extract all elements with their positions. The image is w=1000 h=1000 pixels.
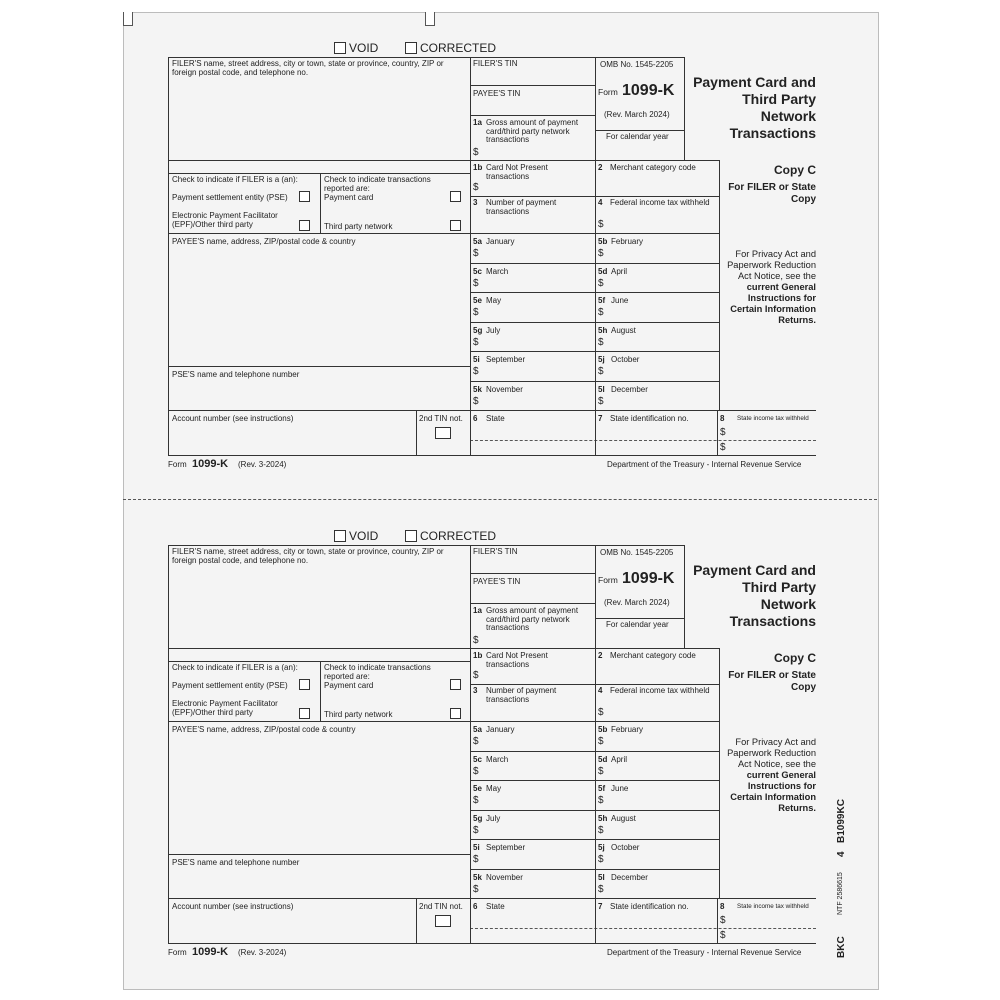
third-party-checkbox[interactable] <box>450 708 461 719</box>
side-quantity: 4 <box>836 851 847 857</box>
box-4-dollar: $ <box>598 707 604 718</box>
box-5l-num: 5l <box>598 873 605 882</box>
box-5a-dollar: $ <box>473 248 479 259</box>
footer-dept: Department of the Treasury - Internal Revenue Service <box>607 460 802 469</box>
box-5l-label: December <box>611 385 648 394</box>
box-5h-label: August <box>611 326 636 335</box>
box-1b-dollar: $ <box>473 182 479 193</box>
box-5i-dollar: $ <box>473 366 479 377</box>
epf-checkbox[interactable] <box>299 220 310 231</box>
filer-tin-label: FILER'S TIN <box>473 59 518 68</box>
box-5f-dollar: $ <box>598 307 604 318</box>
box-5e-dollar: $ <box>473 795 479 806</box>
box-4-num: 4 <box>598 198 603 207</box>
box-5c-num: 5c <box>473 755 482 764</box>
box-3-label: Number of payment transactions <box>486 686 557 704</box>
privacy-notice-bold: current General Instructions for Certain Information Returns. <box>730 282 816 325</box>
privacy-notice-bold: current General Instructions for Certain Information Returns. <box>730 770 816 813</box>
footer-form-number: 1099-K <box>192 458 229 470</box>
box-1b-dollar: $ <box>473 670 479 681</box>
box-5k-dollar: $ <box>473 396 479 407</box>
box-1a-dollar: $ <box>473 147 479 158</box>
copy-label: Copy C <box>774 163 816 177</box>
box-6-num: 6 <box>473 902 478 911</box>
box-5k-dollar: $ <box>473 884 479 895</box>
copy-label: Copy C <box>774 651 816 665</box>
box-7-num: 7 <box>598 414 603 423</box>
omb-number: OMB No. 1545-2205 <box>600 548 674 557</box>
reported-label: Check to indicate transactions reported are: <box>324 175 431 193</box>
footer-form-label: Form <box>168 460 187 469</box>
void-label: VOID <box>349 41 379 55</box>
box-8-dollar-2: $ <box>720 442 726 453</box>
box-5i-num: 5i <box>473 843 480 852</box>
box-5g-num: 5g <box>473 326 483 335</box>
box-1a-dollar: $ <box>473 635 479 646</box>
box-5h-label: August <box>611 814 636 823</box>
form-number: 1099-K <box>622 82 675 99</box>
box-1a-label: Gross amount of payment card/third party network transactions <box>486 606 579 633</box>
box-8-num: 8 <box>720 902 725 911</box>
box-3-num: 3 <box>473 198 478 207</box>
box-7-label: State identification no. <box>610 414 689 423</box>
payee-tin-label: PAYEE'S TIN <box>473 89 521 98</box>
box-5l-num: 5l <box>598 385 605 394</box>
box-1a-label: Gross amount of payment card/third party network transactions <box>486 118 579 145</box>
box-5j-num: 5j <box>598 843 605 852</box>
box-5h-num: 5h <box>598 814 608 823</box>
box-5b-dollar: $ <box>598 736 604 747</box>
box-5f-label: June <box>611 784 629 793</box>
pse-name-label: PSE'S name and telephone number <box>172 858 300 867</box>
box-5e-num: 5e <box>473 296 482 305</box>
box-5b-dollar: $ <box>598 248 604 259</box>
box-5l-dollar: $ <box>598 884 604 895</box>
box-1b-label: Card Not Present transactions <box>486 163 548 181</box>
box-5b-label: February <box>611 725 644 734</box>
filer-tin-label: FILER'S TIN <box>473 547 518 556</box>
box-5k-num: 5k <box>473 385 482 394</box>
box-5i-label: September <box>486 355 526 364</box>
box-2-num: 2 <box>598 651 603 660</box>
box-5g-dollar: $ <box>473 337 479 348</box>
tin2-checkbox[interactable] <box>435 427 451 439</box>
box-8-dollar-1: $ <box>720 915 726 926</box>
box-1b-num: 1b <box>473 651 483 660</box>
box-5i-label: September <box>486 843 526 852</box>
third-party-label: Third party network <box>324 222 393 231</box>
form-number: 1099-K <box>622 570 675 587</box>
payment-card-checkbox[interactable] <box>450 191 461 202</box>
pse-label: Payment settlement entity (PSE) <box>172 193 288 202</box>
corrected-checkbox[interactable] <box>405 41 496 55</box>
corrected-label: CORRECTED <box>420 529 497 543</box>
box-2-label: Merchant category code <box>610 163 696 172</box>
void-checkbox[interactable] <box>334 41 378 55</box>
box-5f-label: June <box>611 296 629 305</box>
footer-rev: (Rev. 3-2024) <box>238 948 287 957</box>
box-5f-num: 5f <box>598 296 606 305</box>
box-5j-num: 5j <box>598 355 605 364</box>
box-5h-dollar: $ <box>598 825 604 836</box>
form-title: Payment Card and Third Party Network Transactions <box>693 74 816 141</box>
omb-number: OMB No. 1545-2205 <box>600 60 674 69</box>
payee-name-label: PAYEE'S name, address, ZIP/postal code & country <box>172 237 356 246</box>
box-5f-dollar: $ <box>598 795 604 806</box>
box-1a-num: 1a <box>473 606 482 615</box>
account-label: Account number (see instructions) <box>172 414 294 423</box>
pse-label: Payment settlement entity (PSE) <box>172 681 288 690</box>
box-8-dollar-1: $ <box>720 427 726 438</box>
box-5d-num: 5d <box>598 755 608 764</box>
box-4-dollar: $ <box>598 219 604 230</box>
payment-card-label: Payment card <box>324 193 374 202</box>
box-7-num: 7 <box>598 902 603 911</box>
box-5l-label: December <box>611 873 648 882</box>
box-5h-num: 5h <box>598 326 608 335</box>
box-5l-dollar: $ <box>598 396 604 407</box>
footer-dept: Department of the Treasury - Internal Revenue Service <box>607 948 802 957</box>
box-5c-num: 5c <box>473 267 482 276</box>
box-5b-num: 5b <box>598 237 608 246</box>
payee-tin-label: PAYEE'S TIN <box>473 577 521 586</box>
corrected-label: CORRECTED <box>420 41 497 55</box>
box-3-label: Number of payment transactions <box>486 198 557 216</box>
form-1099k-copy-2 <box>0 488 1000 968</box>
footer-rev: (Rev. 3-2024) <box>238 460 287 469</box>
calendar-year-label: For calendar year <box>606 132 669 141</box>
box-5d-dollar: $ <box>598 278 604 289</box>
payment-card-label: Payment card <box>324 681 374 690</box>
box-5j-label: October <box>611 355 640 364</box>
box-8-num: 8 <box>720 414 725 423</box>
filer-is-label: Check to indicate if FILER is a (an): <box>172 663 298 672</box>
box-2-num: 2 <box>598 163 603 172</box>
box-5g-num: 5g <box>473 814 483 823</box>
box-5c-dollar: $ <box>473 278 479 289</box>
box-5b-label: February <box>611 237 644 246</box>
copy-sub: For FILER or State Copy <box>728 670 816 693</box>
corrected-checkbox[interactable] <box>405 529 496 543</box>
void-checkbox[interactable] <box>334 529 378 543</box>
form-label: Form <box>598 575 618 585</box>
filer-is-label: Check to indicate if FILER is a (an): <box>172 175 298 184</box>
box-5d-num: 5d <box>598 267 608 276</box>
box-1b-label: Card Not Present transactions <box>486 651 548 669</box>
box-5g-label: July <box>486 326 501 335</box>
privacy-notice: For Privacy Act and Paperwork Reduction Act Notice, see the current General Instructions for Certain Information Returns. <box>727 737 816 813</box>
box-5k-label: November <box>486 385 523 394</box>
box-3-num: 3 <box>473 686 478 695</box>
tin2-checkbox[interactable] <box>435 915 451 927</box>
pse-checkbox[interactable] <box>299 679 310 690</box>
filer-name-label: FILER'S name, street address, city or town, state or province, country, ZIP or foreign postal code, and telephone no. <box>172 59 444 77</box>
box-5c-label: March <box>486 755 509 764</box>
footer-form-label: Form <box>168 948 187 957</box>
box-5e-dollar: $ <box>473 307 479 318</box>
box-5f-num: 5f <box>598 784 606 793</box>
box-6-label: State <box>486 414 505 423</box>
pse-checkbox[interactable] <box>299 191 310 202</box>
footer-form-number: 1099-K <box>192 946 229 958</box>
box-5j-dollar: $ <box>598 854 604 865</box>
side-brand: BKC <box>836 936 847 958</box>
payee-name-label: PAYEE'S name, address, ZIP/postal code & country <box>172 725 356 734</box>
box-4-label: Federal income tax withheld <box>610 198 710 207</box>
box-6-label: State <box>486 902 505 911</box>
epf-label: Electronic Payment Facilitator (EPF)/Other third party <box>172 699 278 717</box>
box-5e-label: May <box>486 296 502 305</box>
calendar-year-label: For calendar year <box>606 620 669 629</box>
rev-label: (Rev. March 2024) <box>604 598 670 607</box>
box-5d-label: April <box>611 755 628 764</box>
box-5c-dollar: $ <box>473 766 479 777</box>
form-title: Payment Card and Third Party Network Transactions <box>693 562 816 629</box>
box-5e-label: May <box>486 784 502 793</box>
box-1b-num: 1b <box>473 163 483 172</box>
third-party-checkbox[interactable] <box>450 220 461 231</box>
box-5j-label: October <box>611 843 640 852</box>
box-1a-num: 1a <box>473 118 482 127</box>
epf-label: Electronic Payment Facilitator (EPF)/Other third party <box>172 211 278 229</box>
box-8-label: State income tax withheld <box>737 415 809 422</box>
box-5d-label: April <box>611 267 628 276</box>
box-7-label: State identification no. <box>610 902 689 911</box>
box-5g-dollar: $ <box>473 825 479 836</box>
epf-checkbox[interactable] <box>299 708 310 719</box>
box-5b-num: 5b <box>598 725 608 734</box>
box-5i-dollar: $ <box>473 854 479 865</box>
box-2-label: Merchant category code <box>610 651 696 660</box>
tin2-label: 2nd TIN not. <box>419 414 463 423</box>
box-5k-label: November <box>486 873 523 882</box>
box-5a-num: 5a <box>473 237 482 246</box>
payment-card-checkbox[interactable] <box>450 679 461 690</box>
box-5a-label: January <box>486 725 515 734</box>
void-label: VOID <box>349 529 379 543</box>
rev-label: (Rev. March 2024) <box>604 110 670 119</box>
reported-label: Check to indicate transactions reported are: <box>324 663 431 681</box>
account-label: Account number (see instructions) <box>172 902 294 911</box>
box-8-dollar-2: $ <box>720 930 726 941</box>
box-5k-num: 5k <box>473 873 482 882</box>
privacy-notice: For Privacy Act and Paperwork Reduction Act Notice, see the current General Instructions for Certain Information Returns. <box>727 249 816 325</box>
box-5g-label: July <box>486 814 501 823</box>
box-5i-num: 5i <box>473 355 480 364</box>
box-5e-num: 5e <box>473 784 482 793</box>
pse-name-label: PSE'S name and telephone number <box>172 370 300 379</box>
filer-name-label: FILER'S name, street address, city or town, state or province, country, ZIP or foreign postal code, and telephone no. <box>172 547 444 565</box>
box-5c-label: March <box>486 267 509 276</box>
form-1099k-copy-1 <box>0 0 1000 480</box>
form-label: Form <box>598 87 618 97</box>
box-5a-dollar: $ <box>473 736 479 747</box>
box-4-label: Federal income tax withheld <box>610 686 710 695</box>
tin2-label: 2nd TIN not. <box>419 902 463 911</box>
third-party-label: Third party network <box>324 710 393 719</box>
box-5d-dollar: $ <box>598 766 604 777</box>
box-5a-num: 5a <box>473 725 482 734</box>
box-8-label: State income tax withheld <box>737 903 809 910</box>
side-product-code: B1099KC <box>836 799 847 843</box>
box-5h-dollar: $ <box>598 337 604 348</box>
side-ntf: NTF 2586615 <box>837 872 844 915</box>
box-4-num: 4 <box>598 686 603 695</box>
box-6-num: 6 <box>473 414 478 423</box>
box-5j-dollar: $ <box>598 366 604 377</box>
copy-sub: For FILER or State Copy <box>728 182 816 205</box>
box-5a-label: January <box>486 237 515 246</box>
